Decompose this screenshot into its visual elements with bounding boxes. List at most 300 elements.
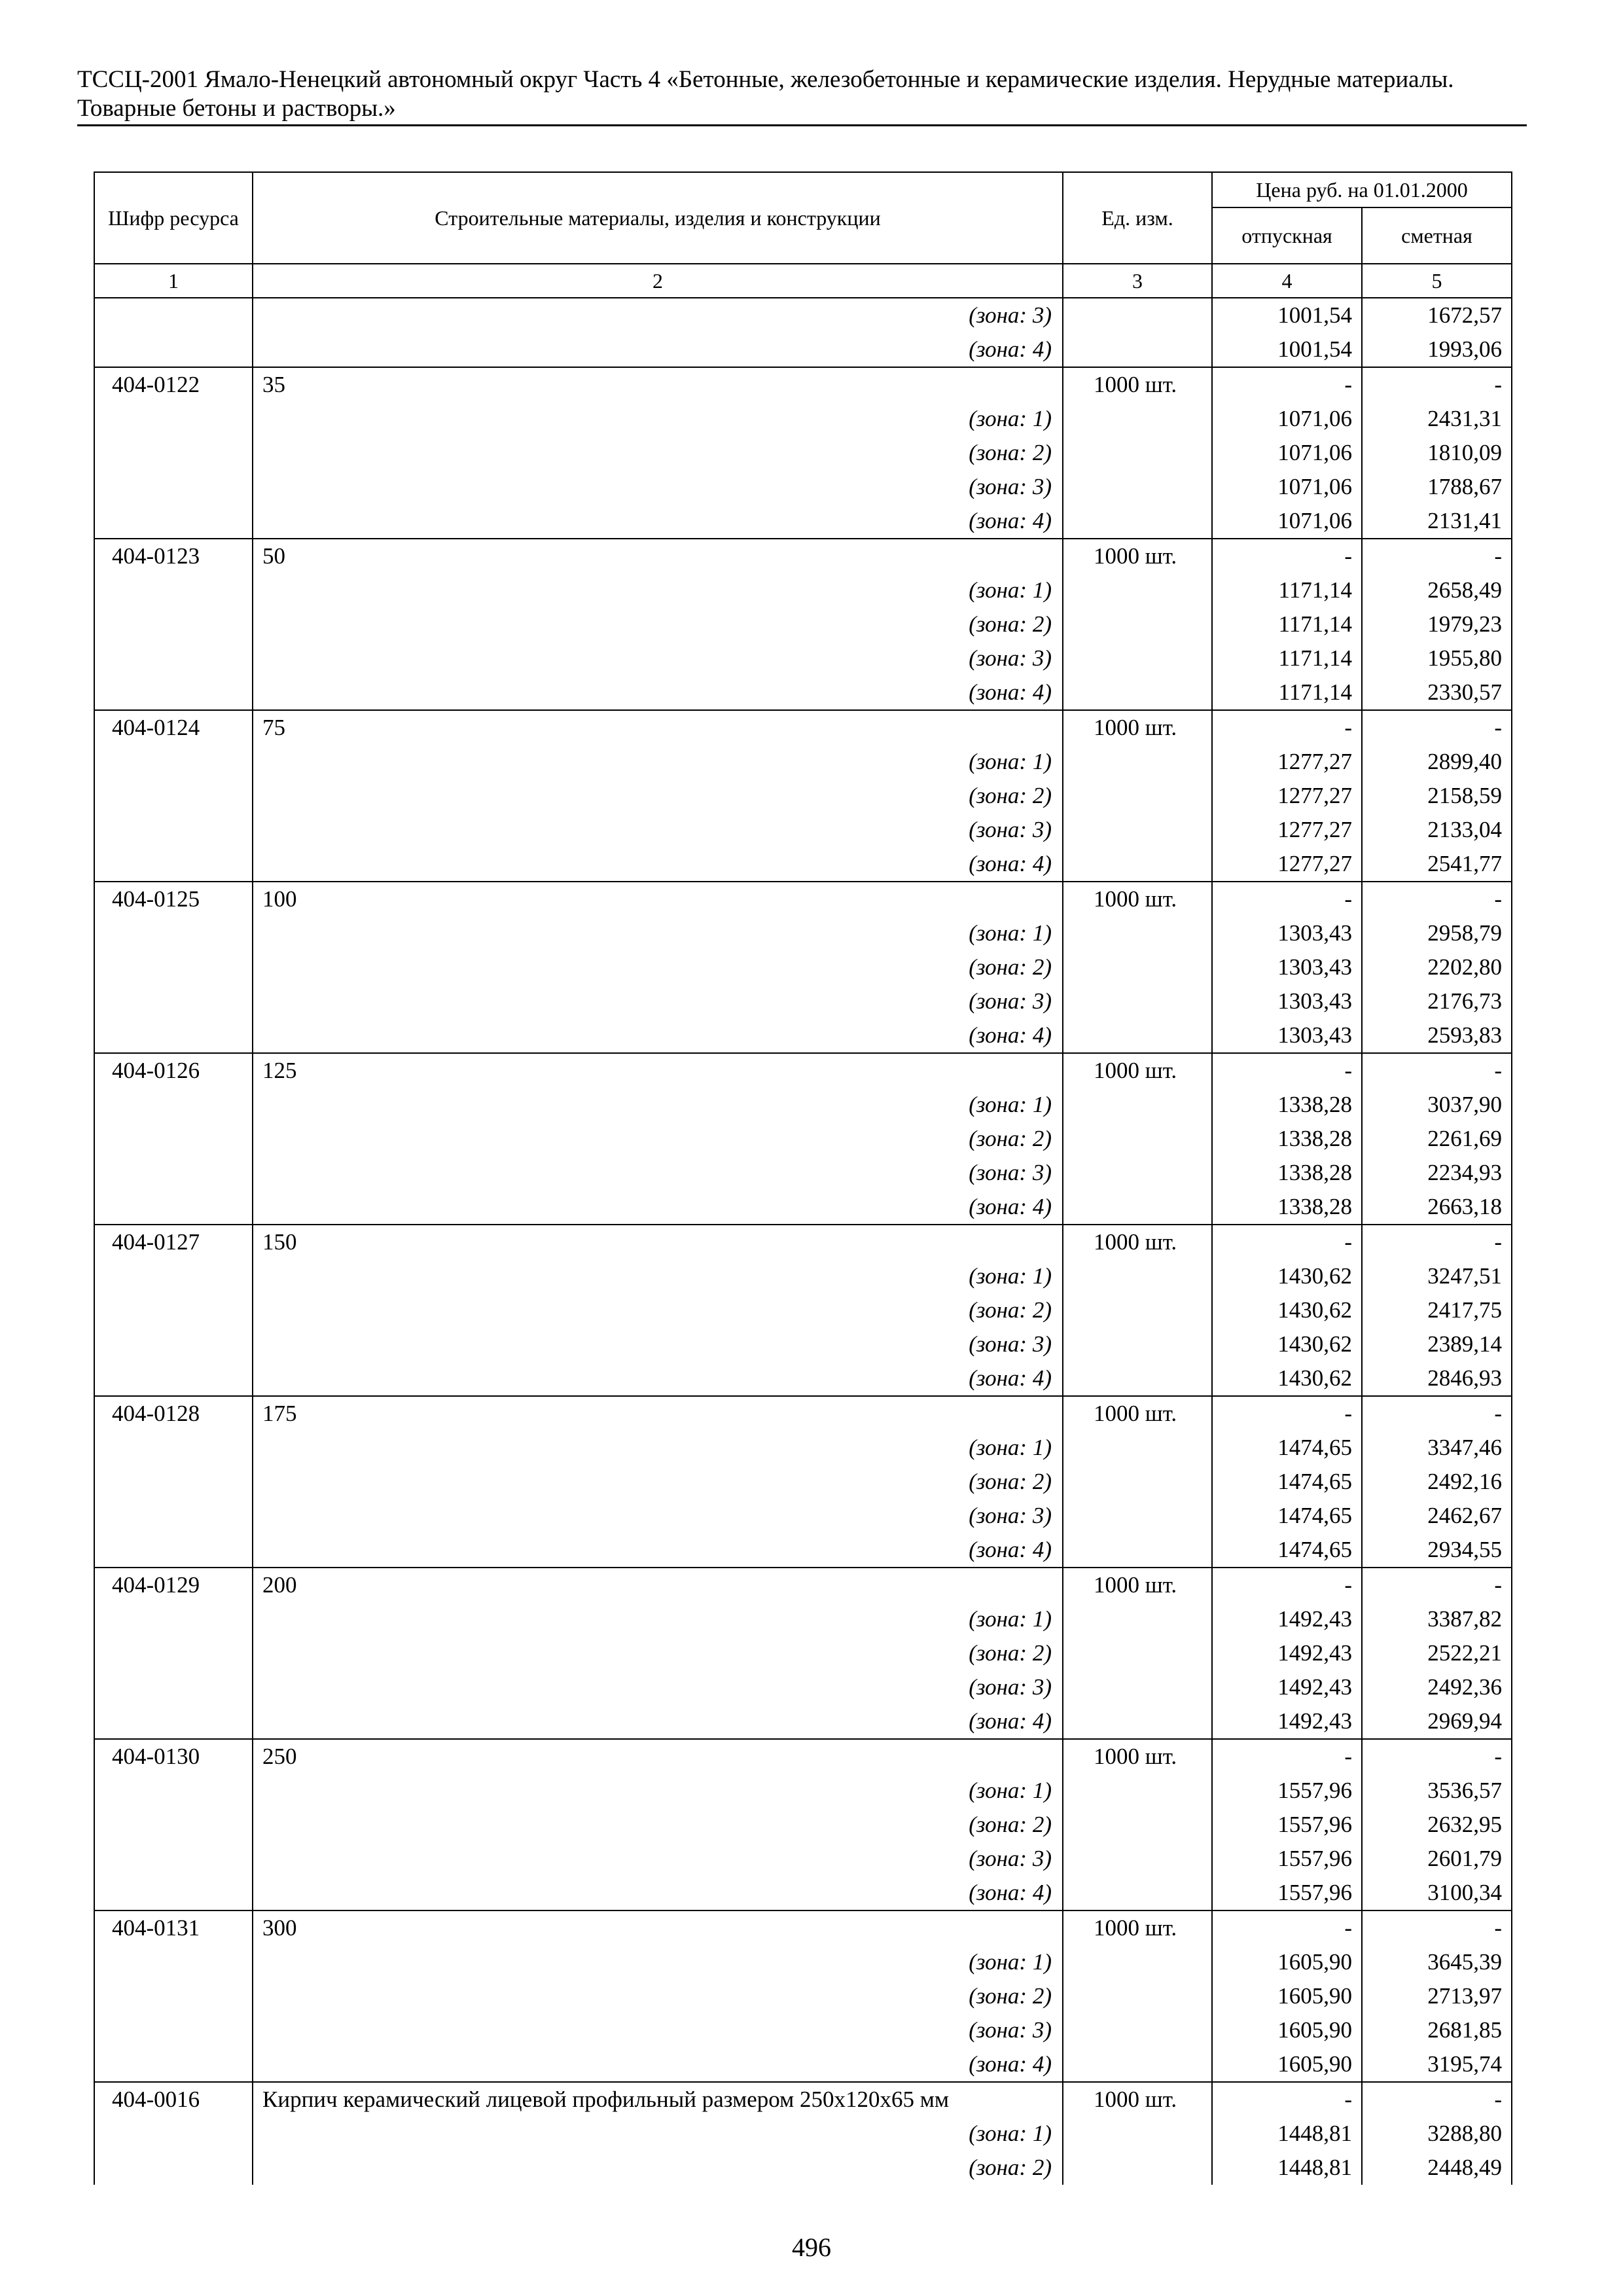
resource-code — [94, 2151, 253, 2185]
estimate-price: - — [1362, 1739, 1512, 1774]
estimate-price: 3347,46 — [1362, 1431, 1512, 1465]
release-price: - — [1212, 367, 1362, 402]
unit-cell — [1063, 641, 1212, 675]
table-row — [94, 607, 1512, 641]
unit-cell: 1000 шт. — [1063, 1225, 1212, 1259]
release-price: 1071,06 — [1212, 436, 1362, 470]
table-row — [94, 1979, 1512, 2013]
material-name: 200 — [253, 1568, 1063, 1602]
zone-label: (зона: 4) — [253, 675, 1063, 710]
release-price: 1338,28 — [1212, 1088, 1362, 1122]
page-number: 496 — [792, 2233, 831, 2262]
column-number: 5 — [1362, 264, 1512, 298]
zone-label: (зона: 1) — [253, 1259, 1063, 1293]
zone-label: (зона: 2) — [253, 1122, 1063, 1156]
zone-label: (зона: 3) — [253, 470, 1063, 504]
release-price: 1071,06 — [1212, 402, 1362, 436]
unit-cell — [1063, 1190, 1212, 1225]
estimate-price: - — [1362, 1396, 1512, 1431]
material-name: Кирпич керамический лицевой профильный размером 250х120х65 мм — [253, 2082, 1063, 2117]
release-price: 1277,27 — [1212, 745, 1362, 779]
release-price: 1448,81 — [1212, 2151, 1362, 2185]
unit-cell — [1063, 1808, 1212, 1842]
column-header-release: отпускная — [1212, 207, 1362, 264]
resource-code: 404-0128 — [94, 1396, 253, 1431]
column-header-price-group: Цена руб. на 01.01.2000 — [1212, 172, 1512, 207]
unit-cell — [1063, 470, 1212, 504]
release-price: 1605,90 — [1212, 2047, 1362, 2082]
zone-label: (зона: 1) — [253, 745, 1063, 779]
resource-code — [94, 1499, 253, 1533]
resource-code: 404-0131 — [94, 1910, 253, 1945]
zone-label: (зона: 4) — [253, 1704, 1063, 1739]
resource-code: 404-0130 — [94, 1739, 253, 1774]
table-row — [94, 1225, 1512, 1259]
table-row — [94, 984, 1512, 1018]
table-row — [94, 1808, 1512, 1842]
unit-cell — [1063, 1602, 1212, 1636]
table-row — [94, 402, 1512, 436]
unit-cell — [1063, 2047, 1212, 2082]
estimate-price: - — [1362, 2082, 1512, 2117]
table-row — [94, 1088, 1512, 1122]
zone-label: (зона: 3) — [253, 984, 1063, 1018]
resource-code: 404-0124 — [94, 710, 253, 745]
estimate-price: 2541,77 — [1362, 847, 1512, 882]
unit-cell — [1063, 2151, 1212, 2185]
estimate-price: 3037,90 — [1362, 1088, 1512, 1122]
estimate-price: 1810,09 — [1362, 436, 1512, 470]
table-row — [94, 779, 1512, 813]
resource-code — [94, 1636, 253, 1670]
material-name: 250 — [253, 1739, 1063, 1774]
unit-cell: 1000 шт. — [1063, 1568, 1212, 1602]
table-row — [94, 1156, 1512, 1190]
table-row — [94, 1259, 1512, 1293]
resource-code — [94, 779, 253, 813]
material-name: 300 — [253, 1910, 1063, 1945]
table-row — [94, 1431, 1512, 1465]
column-header-name: Строительные материалы, изделия и конструкции — [253, 172, 1063, 264]
resource-code: 404-0016 — [94, 2082, 253, 2117]
estimate-price: 1979,23 — [1362, 607, 1512, 641]
unit-cell — [1063, 813, 1212, 847]
release-price: 1001,54 — [1212, 298, 1362, 332]
release-price: 1492,43 — [1212, 1704, 1362, 1739]
unit-cell — [1063, 745, 1212, 779]
unit-cell — [1063, 847, 1212, 882]
estimate-price: - — [1362, 710, 1512, 745]
material-name: 100 — [253, 882, 1063, 916]
estimate-price: 2234,93 — [1362, 1156, 1512, 1190]
zone-label: (зона: 1) — [253, 916, 1063, 950]
unit-cell — [1063, 298, 1212, 332]
zone-label: (зона: 4) — [253, 1876, 1063, 1910]
resource-code — [94, 1704, 253, 1739]
table-row — [94, 1670, 1512, 1704]
column-header-unit: Ед. изм. — [1063, 172, 1212, 264]
unit-cell — [1063, 1636, 1212, 1670]
unit-cell — [1063, 1259, 1212, 1293]
resource-code — [94, 1842, 253, 1876]
table-row — [94, 470, 1512, 504]
zone-label: (зона: 4) — [253, 332, 1063, 367]
release-price: - — [1212, 2082, 1362, 2117]
estimate-price: - — [1362, 1053, 1512, 1088]
estimate-price: 2601,79 — [1362, 1842, 1512, 1876]
release-price: 1492,43 — [1212, 1670, 1362, 1704]
resource-code — [94, 1945, 253, 1979]
zone-label: (зона: 2) — [253, 1808, 1063, 1842]
estimate-price: 1955,80 — [1362, 641, 1512, 675]
unit-cell — [1063, 1018, 1212, 1053]
table-row — [94, 710, 1512, 745]
table-row — [94, 1190, 1512, 1225]
table-row — [94, 1396, 1512, 1431]
estimate-price: 2389,14 — [1362, 1327, 1512, 1361]
release-price: 1338,28 — [1212, 1156, 1362, 1190]
release-price: 1171,14 — [1212, 641, 1362, 675]
zone-label: (зона: 2) — [253, 950, 1063, 984]
resource-code — [94, 2013, 253, 2047]
table-body — [94, 298, 1512, 2185]
resource-code — [94, 984, 253, 1018]
table-row — [94, 1704, 1512, 1739]
zone-label: (зона: 2) — [253, 1293, 1063, 1327]
resource-code — [94, 1018, 253, 1053]
release-price: 1277,27 — [1212, 847, 1362, 882]
release-price: - — [1212, 882, 1362, 916]
resource-code — [94, 1533, 253, 1568]
estimate-price: 2131,41 — [1362, 504, 1512, 539]
table-row — [94, 1018, 1512, 1053]
zone-label: (зона: 3) — [253, 1327, 1063, 1361]
estimate-price: 3645,39 — [1362, 1945, 1512, 1979]
release-price: 1303,43 — [1212, 916, 1362, 950]
resource-code: 404-0123 — [94, 539, 253, 573]
unit-cell: 1000 шт. — [1063, 1053, 1212, 1088]
estimate-price: 2593,83 — [1362, 1018, 1512, 1053]
table-row — [94, 1053, 1512, 1088]
unit-cell — [1063, 950, 1212, 984]
estimate-price: 2632,95 — [1362, 1808, 1512, 1842]
zone-label: (зона: 1) — [253, 1431, 1063, 1465]
release-price: 1303,43 — [1212, 950, 1362, 984]
table-row — [94, 1533, 1512, 1568]
release-price: 1001,54 — [1212, 332, 1362, 367]
release-price: 1277,27 — [1212, 813, 1362, 847]
zone-label: (зона: 1) — [253, 1774, 1063, 1808]
estimate-price: 2158,59 — [1362, 779, 1512, 813]
zone-label: (зона: 3) — [253, 1670, 1063, 1704]
unit-cell — [1063, 2013, 1212, 2047]
resource-code — [94, 402, 253, 436]
resource-code — [94, 2047, 253, 2082]
unit-cell: 1000 шт. — [1063, 1396, 1212, 1431]
material-name: 50 — [253, 539, 1063, 573]
estimate-price: 2431,31 — [1362, 402, 1512, 436]
zone-label: (зона: 2) — [253, 607, 1063, 641]
resource-code — [94, 1156, 253, 1190]
release-price: 1605,90 — [1212, 2013, 1362, 2047]
resource-code: 404-0126 — [94, 1053, 253, 1088]
resource-code — [94, 1876, 253, 1910]
unit-cell: 1000 шт. — [1063, 2082, 1212, 2117]
unit-cell: 1000 шт. — [1063, 367, 1212, 402]
unit-cell: 1000 шт. — [1063, 1910, 1212, 1945]
zone-label: (зона: 1) — [253, 573, 1063, 607]
table-row — [94, 1361, 1512, 1396]
estimate-price: 3536,57 — [1362, 1774, 1512, 1808]
table-row — [94, 1602, 1512, 1636]
zone-label: (зона: 4) — [253, 2047, 1063, 2082]
resource-code — [94, 1465, 253, 1499]
price-table — [94, 171, 1512, 2185]
zone-label: (зона: 2) — [253, 2151, 1063, 2185]
table-row — [94, 332, 1512, 367]
release-price: 1474,65 — [1212, 1533, 1362, 1568]
unit-cell — [1063, 1842, 1212, 1876]
estimate-price: 2462,67 — [1362, 1499, 1512, 1533]
release-price: - — [1212, 539, 1362, 573]
resource-code — [94, 1808, 253, 1842]
resource-code — [94, 916, 253, 950]
resource-code — [94, 1431, 253, 1465]
zone-label: (зона: 1) — [253, 1945, 1063, 1979]
release-price: 1071,06 — [1212, 504, 1362, 539]
unit-cell — [1063, 1945, 1212, 1979]
resource-code: 404-0129 — [94, 1568, 253, 1602]
column-number: 2 — [253, 264, 1063, 298]
zone-label: (зона: 1) — [253, 2117, 1063, 2151]
release-price: 1338,28 — [1212, 1190, 1362, 1225]
estimate-price: 3288,80 — [1362, 2117, 1512, 2151]
release-price: - — [1212, 1739, 1362, 1774]
estimate-price: 2417,75 — [1362, 1293, 1512, 1327]
release-price: 1171,14 — [1212, 573, 1362, 607]
release-price: 1474,65 — [1212, 1499, 1362, 1533]
header-line-2: Товарные бетоны и растворы.» — [77, 95, 396, 122]
resource-code — [94, 1774, 253, 1808]
column-number: 3 — [1063, 264, 1212, 298]
unit-cell — [1063, 1431, 1212, 1465]
table-row — [94, 1499, 1512, 1533]
estimate-price: 2133,04 — [1362, 813, 1512, 847]
estimate-price: 2261,69 — [1362, 1122, 1512, 1156]
table-row — [94, 1636, 1512, 1670]
estimate-price: 2492,36 — [1362, 1670, 1512, 1704]
resource-code — [94, 573, 253, 607]
zone-label: (зона: 3) — [253, 1842, 1063, 1876]
zone-label: (зона: 3) — [253, 1499, 1063, 1533]
table-row — [94, 641, 1512, 675]
unit-cell — [1063, 1361, 1212, 1396]
column-number: 4 — [1212, 264, 1362, 298]
release-price: 1303,43 — [1212, 984, 1362, 1018]
estimate-price: 1672,57 — [1362, 298, 1512, 332]
table-row — [94, 2151, 1512, 2185]
resource-code — [94, 1088, 253, 1122]
resource-code: 404-0122 — [94, 367, 253, 402]
zone-label: (зона: 3) — [253, 813, 1063, 847]
unit-cell — [1063, 1670, 1212, 1704]
resource-code — [94, 813, 253, 847]
release-price: 1557,96 — [1212, 1808, 1362, 1842]
unit-cell — [1063, 916, 1212, 950]
resource-code — [94, 1670, 253, 1704]
release-price: 1492,43 — [1212, 1636, 1362, 1670]
table-row — [94, 1876, 1512, 1910]
zone-label: (зона: 2) — [253, 436, 1063, 470]
zone-label: (зона: 3) — [253, 1156, 1063, 1190]
estimate-price: 1788,67 — [1362, 470, 1512, 504]
resource-code — [94, 1259, 253, 1293]
unit-cell — [1063, 984, 1212, 1018]
table-row — [94, 1465, 1512, 1499]
table-row — [94, 367, 1512, 402]
release-price: 1605,90 — [1212, 1979, 1362, 2013]
estimate-price: 1993,06 — [1362, 332, 1512, 367]
unit-cell: 1000 шт. — [1063, 539, 1212, 573]
resource-code — [94, 1327, 253, 1361]
table-row — [94, 573, 1512, 607]
zone-label: (зона: 3) — [253, 298, 1063, 332]
zone-label: (зона: 1) — [253, 1602, 1063, 1636]
zone-label: (зона: 2) — [253, 1636, 1063, 1670]
zone-label: (зона: 4) — [253, 1361, 1063, 1396]
estimate-price: - — [1362, 1910, 1512, 1945]
column-header-estimate: сметная — [1362, 207, 1512, 264]
estimate-price: - — [1362, 539, 1512, 573]
unit-cell — [1063, 573, 1212, 607]
release-price: 1557,96 — [1212, 1842, 1362, 1876]
release-price: - — [1212, 1053, 1362, 1088]
column-header-code: Шифр ресурса — [94, 172, 253, 264]
resource-code — [94, 745, 253, 779]
zone-label: (зона: 1) — [253, 1088, 1063, 1122]
table-row — [94, 1122, 1512, 1156]
unit-cell — [1063, 1704, 1212, 1739]
unit-cell — [1063, 1979, 1212, 2013]
unit-cell — [1063, 402, 1212, 436]
estimate-price: 3100,34 — [1362, 1876, 1512, 1910]
material-name: 175 — [253, 1396, 1063, 1431]
estimate-price: 2663,18 — [1362, 1190, 1512, 1225]
table-row — [94, 1842, 1512, 1876]
table-row — [94, 1910, 1512, 1945]
table-row — [94, 1293, 1512, 1327]
estimate-price: 2713,97 — [1362, 1979, 1512, 2013]
unit-cell — [1063, 1533, 1212, 1568]
unit-cell — [1063, 1876, 1212, 1910]
table-row — [94, 436, 1512, 470]
zone-label: (зона: 4) — [253, 1190, 1063, 1225]
estimate-price: - — [1362, 1225, 1512, 1259]
resource-code — [94, 950, 253, 984]
unit-cell — [1063, 2117, 1212, 2151]
zone-label: (зона: 4) — [253, 1533, 1063, 1568]
estimate-price: 2330,57 — [1362, 675, 1512, 710]
resource-code — [94, 675, 253, 710]
estimate-price: 2658,49 — [1362, 573, 1512, 607]
release-price: 1474,65 — [1212, 1465, 1362, 1499]
release-price: 1430,62 — [1212, 1361, 1362, 1396]
release-price: - — [1212, 1910, 1362, 1945]
table-row — [94, 745, 1512, 779]
estimate-price: - — [1362, 882, 1512, 916]
resource-code: 404-0125 — [94, 882, 253, 916]
release-price: 1557,96 — [1212, 1774, 1362, 1808]
material-name: 75 — [253, 710, 1063, 745]
estimate-price: 2969,94 — [1362, 1704, 1512, 1739]
estimate-price: 2899,40 — [1362, 745, 1512, 779]
estimate-price: 2448,49 — [1362, 2151, 1512, 2185]
resource-code — [94, 1979, 253, 2013]
release-price: 1605,90 — [1212, 1945, 1362, 1979]
table-row — [94, 1945, 1512, 1979]
material-name: 35 — [253, 367, 1063, 402]
estimate-price: 2846,93 — [1362, 1361, 1512, 1396]
table-row — [94, 1327, 1512, 1361]
table-row — [94, 2047, 1512, 2082]
estimate-price: 3195,74 — [1362, 2047, 1512, 2082]
unit-cell: 1000 шт. — [1063, 1739, 1212, 1774]
table-row — [94, 298, 1512, 332]
resource-code — [94, 607, 253, 641]
resource-code: 404-0127 — [94, 1225, 253, 1259]
table-row — [94, 847, 1512, 882]
resource-code — [94, 2117, 253, 2151]
resource-code — [94, 504, 253, 539]
release-price: 1071,06 — [1212, 470, 1362, 504]
release-price: - — [1212, 1568, 1362, 1602]
table-row — [94, 813, 1512, 847]
resource-code — [94, 1361, 253, 1396]
resource-code — [94, 436, 253, 470]
unit-cell — [1063, 1122, 1212, 1156]
release-price: - — [1212, 1396, 1362, 1431]
estimate-price: 2681,85 — [1362, 2013, 1512, 2047]
unit-cell — [1063, 1293, 1212, 1327]
unit-cell — [1063, 675, 1212, 710]
resource-code — [94, 847, 253, 882]
material-name: 150 — [253, 1225, 1063, 1259]
release-price: 1277,27 — [1212, 779, 1362, 813]
table-row — [94, 2082, 1512, 2117]
document-header — [77, 65, 1527, 126]
release-price: 1474,65 — [1212, 1431, 1362, 1465]
table-row — [94, 1568, 1512, 1602]
release-price: 1430,62 — [1212, 1327, 1362, 1361]
release-price: 1448,81 — [1212, 2117, 1362, 2151]
release-price: 1171,14 — [1212, 607, 1362, 641]
release-price: 1557,96 — [1212, 1876, 1362, 1910]
estimate-price: 2176,73 — [1362, 984, 1512, 1018]
release-price: 1492,43 — [1212, 1602, 1362, 1636]
table-row — [94, 1739, 1512, 1774]
zone-label: (зона: 2) — [253, 1979, 1063, 2013]
table-row — [94, 882, 1512, 916]
unit-cell — [1063, 1327, 1212, 1361]
table-row — [94, 2117, 1512, 2151]
table-row — [94, 675, 1512, 710]
column-number: 1 — [94, 264, 253, 298]
table-row — [94, 1774, 1512, 1808]
resource-code — [94, 1122, 253, 1156]
unit-cell — [1063, 1088, 1212, 1122]
table-row — [94, 539, 1512, 573]
unit-cell — [1063, 332, 1212, 367]
